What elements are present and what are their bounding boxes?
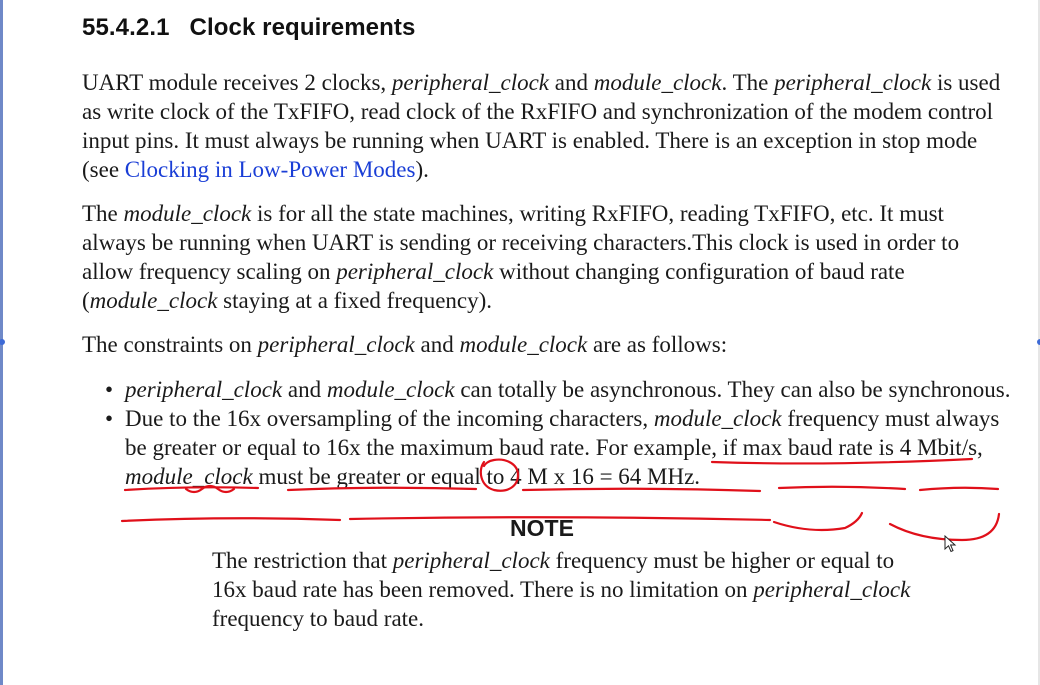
paragraph-clocks-overview: UART module receives 2 clocks, peripheral_clock and module_clock. The peripheral_clock is used as write clock of the TxFIFO, read clock of the RxFIFO and synchronization of the modem control input pins. It must always be running when UART is enabled. There is an exception in stop mode (see Clocking in Low-Power Modes). [82, 70, 1001, 182]
document-page [82, 0, 1012, 633]
list-item: • peripheral_clock and module_clock can totally be asynchronous. They can also be synchronous. [105, 377, 1011, 402]
note-box [82, 515, 1012, 633]
constraints-list [82, 375, 1012, 491]
bullet-dot: • [105, 406, 114, 431]
bullet-dot: • [105, 377, 114, 402]
list-item: • Due to the 16x oversampling of the incoming characters, module_clock frequency must always be greater or equal to 16x the maximum baud rate. For example, if max baud rate is 4 Mbit/s, module_clock must be greater or equal to 4 M x 16 = 64 MHz. [105, 406, 1000, 489]
paragraph-constraints-intro: The constraints on peripheral_clock and module_clock are as follows: [82, 332, 728, 357]
paragraph-module-clock: The module_clock is for all the state machines, writing RxFIFO, reading TxFIFO, etc. It must always be running when UART is sending or receiving characters.This clock is used in order to allow frequency scaling on peripheral_clock without changing configuration of baud rate (module_clock staying at a fixed frequency). [82, 201, 960, 313]
mouse-cursor-icon [944, 535, 958, 553]
left-edge-handle[interactable] [0, 339, 5, 345]
section-title: Clock requirements [189, 14, 416, 41]
section-heading [82, 14, 1012, 42]
link-clocking-low-power-modes[interactable]: Clocking in Low-Power Modes [124, 157, 416, 182]
section-number: 55.4.2.1 [82, 14, 170, 41]
note-body: The restriction that peripheral_clock frequency must be higher or equal to 16x baud rate has been removed. There is no limitation on peripheral_clock frequency to baud rate. [212, 548, 911, 631]
note-title: NOTE [510, 515, 574, 541]
